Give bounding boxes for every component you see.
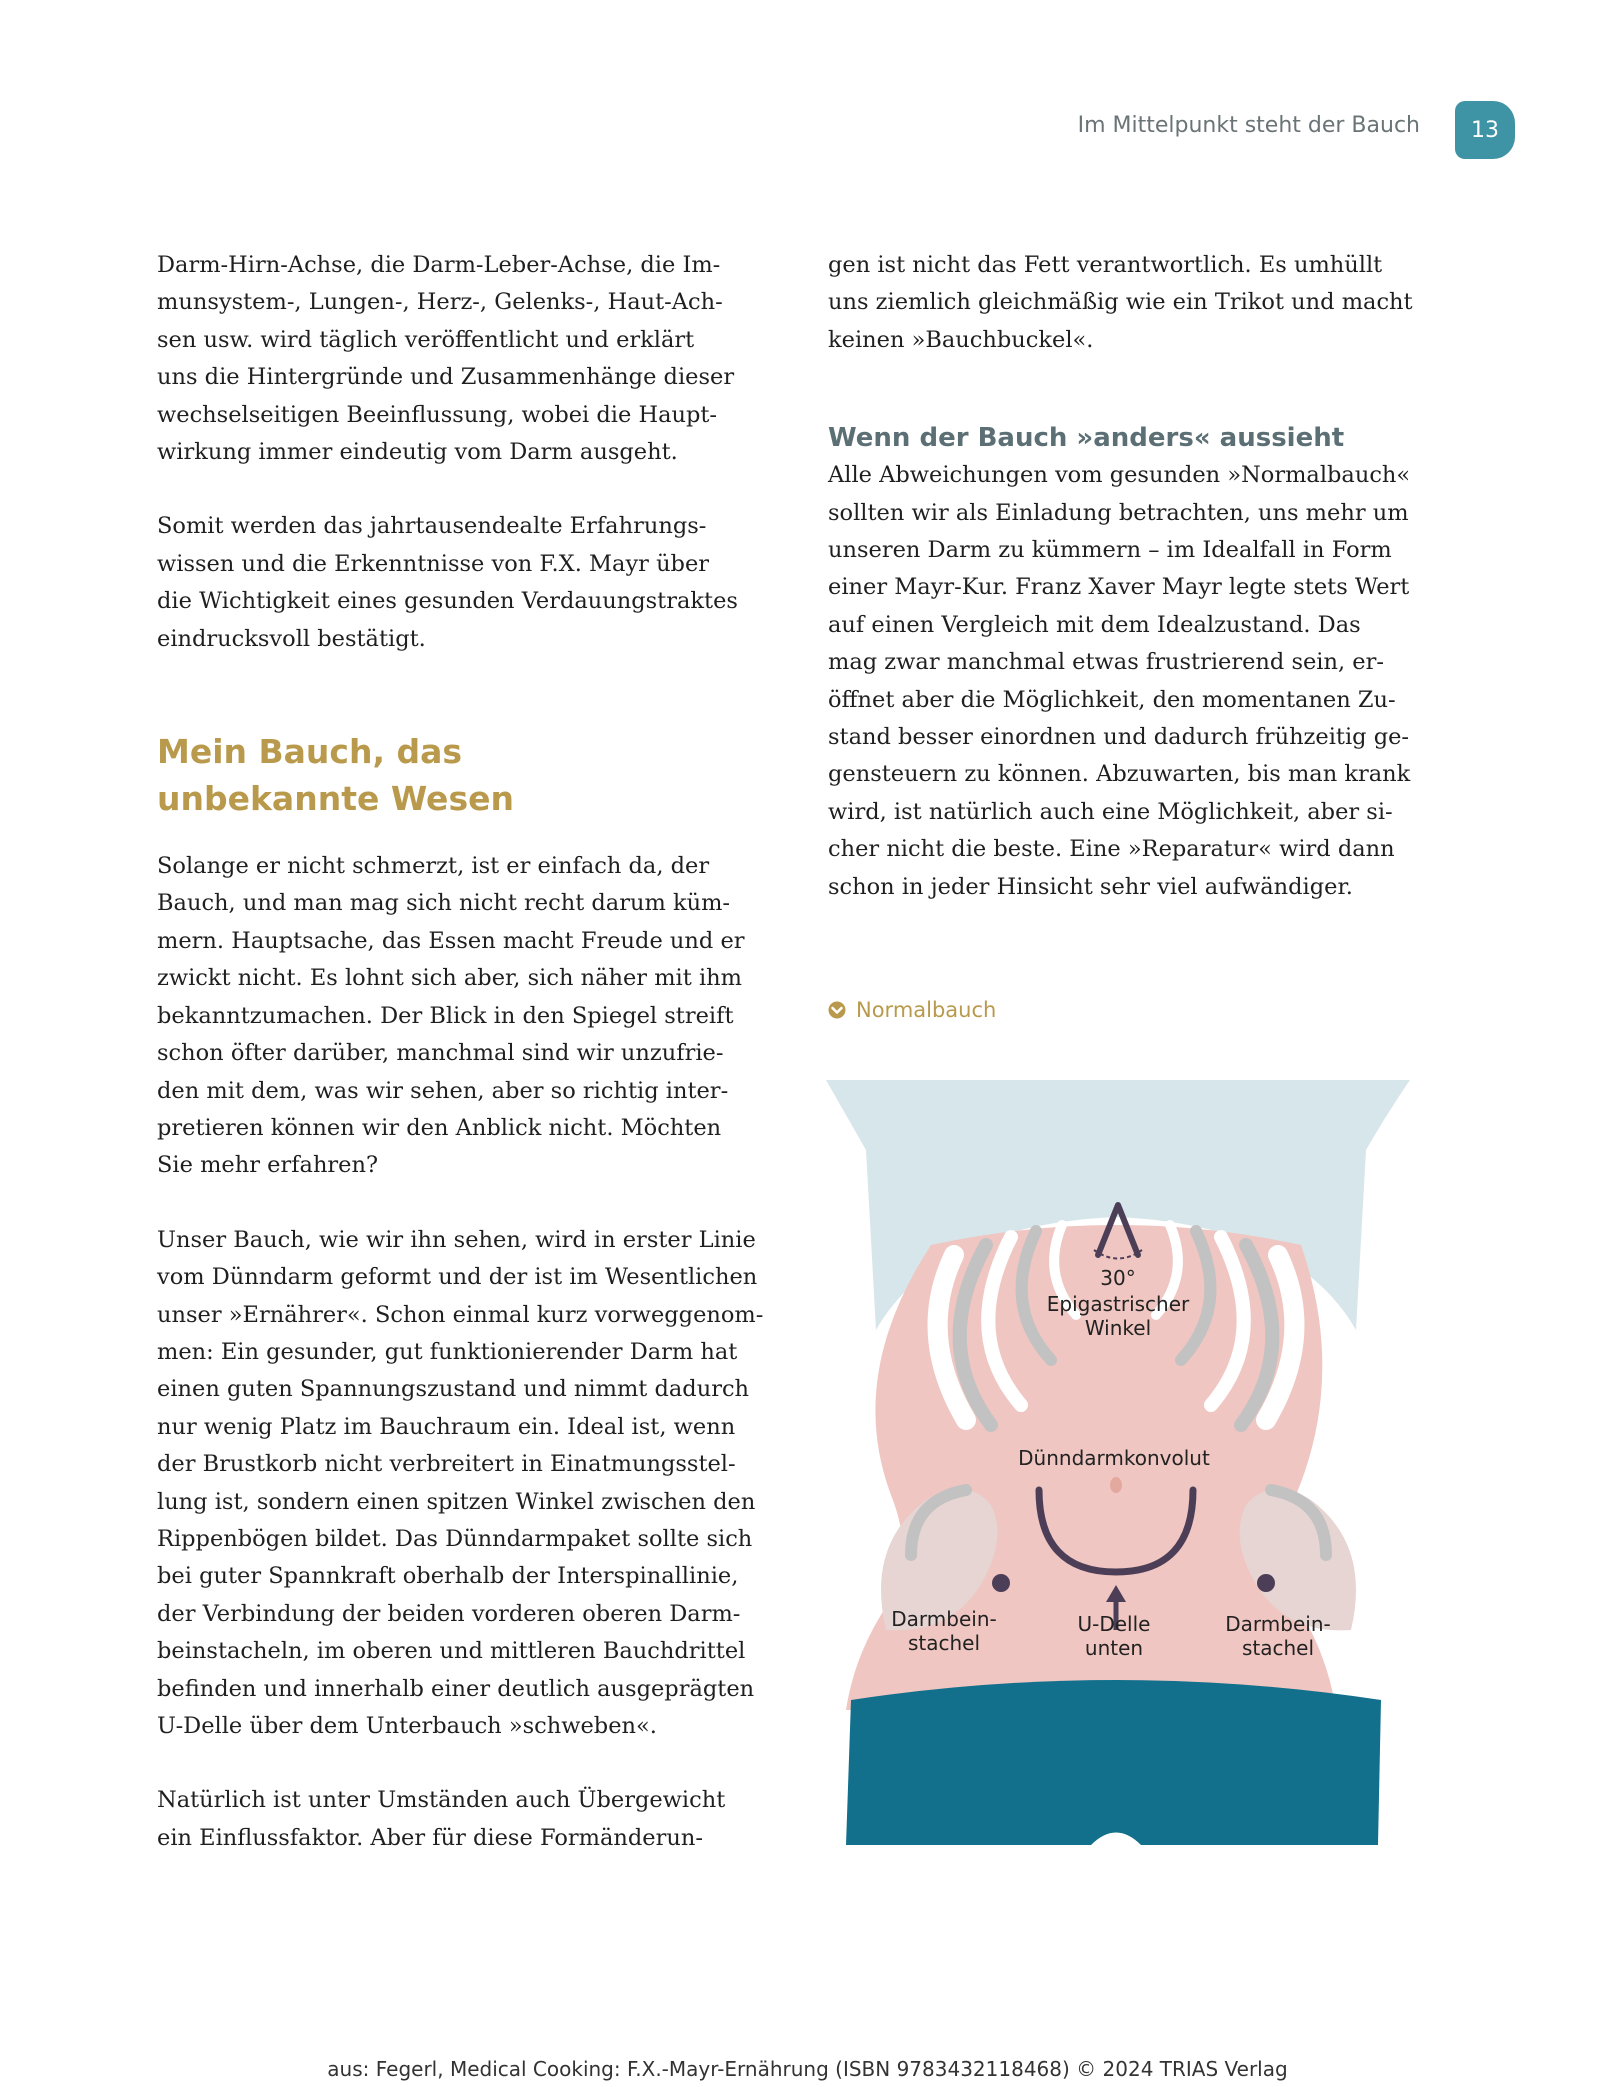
text-line: gensteuern zu können. Abzuwarten, bis man krank (828, 761, 1411, 788)
text-line: munsystem-, Lungen-, Herz-, Gelenks-, Haut-Ach- (157, 289, 723, 316)
text-line: unser »Ernährer«. Schon einmal kurz vorweggenom- (157, 1301, 764, 1328)
text-line: mag zwar manchmal etwas frustrierend sein, er- (828, 649, 1384, 676)
text-line: Rippenbögen bildet. Das Dünndarmpaket sollte sich (157, 1525, 753, 1552)
text-line: der Verbindung der beiden vorderen oberen Darm- (157, 1600, 741, 1627)
text-line: die Wichtigkeit eines gesunden Verdauungstraktes (157, 588, 738, 615)
text-line: men: Ein gesunder, gut funktionierender Darm hat (157, 1338, 738, 1365)
u-delle-label: U-Delle (1077, 1612, 1151, 1636)
paragraph (157, 508, 757, 658)
text-line: einen guten Spannungszustand und nimmt dadurch (157, 1376, 750, 1403)
text-line: beinstacheln, im oberen und mittleren Bauchdrittel (157, 1638, 746, 1665)
text-line: öffnet aber die Möglichkeit, den momentanen Zu- (828, 686, 1396, 713)
text-line: Sie mehr erfahren? (157, 1152, 379, 1179)
left-column (157, 247, 764, 1857)
iliac-spine-left-label: stachel (907, 1631, 981, 1655)
text-line: ein Einflussfaktor. Aber für diese Formänderun- (157, 1824, 703, 1851)
text-line: uns ziemlich gleichmäßig wie ein Trikot und macht (828, 289, 1413, 316)
iliac-spine-right-label: Darmbein- (1225, 1612, 1331, 1636)
abdomen-illustration (826, 1075, 1412, 1845)
iliac-spine-left-label: Darmbein- (891, 1607, 997, 1631)
text-line: sen usw. wird täglich veröffentlicht und erklärt (157, 326, 695, 353)
text-line: keinen »Bauchbuckel«. (828, 326, 1094, 353)
text-line: stand besser einordnen und dadurch frühzeitig ge- (828, 724, 1410, 751)
text-line: zwickt nicht. Es lohnt sich aber, sich näher mit ihm (157, 965, 742, 992)
text-line: cher nicht die beste. Eine »Reparatur« wird dann (828, 836, 1395, 863)
iliac-spine-right-dot (1257, 1574, 1275, 1592)
running-header: Im Mittelpunkt steht der Bauch (1077, 113, 1420, 138)
text-line: Natürlich ist unter Umständen auch Übergewicht (157, 1787, 726, 1814)
pants (846, 1680, 1381, 1845)
chevron-down-icon (828, 1001, 846, 1019)
epigastric-label: Epigastrischer (1046, 1292, 1190, 1316)
text-line: wissen und die Erkenntnisse von F.X. Mayr über (157, 550, 710, 577)
text-line: bekanntzumachen. Der Blick in den Spiegel streift (157, 1002, 734, 1029)
text-line: nur wenig Platz im Bauchraum ein. Ideal ist, wenn (157, 1413, 736, 1440)
iliac-spine-left-dot (992, 1574, 1010, 1592)
text-line: eindrucksvoll bestätigt. (157, 625, 426, 652)
text-line: wechselseitigen Beeinflussung, wobei die Haupt- (157, 401, 718, 428)
text-line: den mit dem, was wir sehen, aber so richtig inter- (157, 1077, 729, 1104)
right-column (828, 247, 1428, 906)
epigastric-label: Winkel (1084, 1316, 1152, 1340)
text-line: mern. Hauptsache, das Essen macht Freude und er (157, 927, 745, 954)
caption-text: Normalbauch (856, 998, 997, 1022)
paragraph (157, 247, 757, 471)
text-line: wirkung immer eindeutig vom Darm ausgeht. (157, 439, 678, 466)
subheading: Wenn der Bauch »anders« aussieht (828, 423, 1345, 454)
text-line: der Brustkorb nicht verbreitert in Einatmungsstel- (157, 1451, 736, 1478)
u-delle-label: unten (1084, 1636, 1144, 1660)
text-line: Bauch, und man mag sich nicht recht darum küm- (157, 890, 731, 917)
section-heading (157, 728, 757, 822)
text-line: U-Delle über dem Unterbauch »schweben«. (157, 1713, 657, 1739)
page-number-badge: 13 (1455, 101, 1515, 159)
text-line: einer Mayr-Kur. Franz Xaver Mayr legte stets Wert (828, 574, 1410, 601)
text-line: Darm-Hirn-Achse, die Darm-Leber-Achse, die Im- (157, 252, 721, 278)
paragraph (157, 1222, 764, 1746)
text-line: auf einen Vergleich mit dem Idealzustand. Das (828, 611, 1361, 638)
text-line: Somit werden das jahrtausendealte Erfahrungs- (157, 513, 707, 540)
text-line: schon öfter darüber, manchmal sind wir unzufrie- (157, 1040, 724, 1067)
angle-label: 30° (1100, 1266, 1136, 1290)
text-line: unbekannte Wesen (157, 779, 514, 819)
text-line: schon in jeder Hinsicht sehr viel aufwändiger. (828, 873, 1353, 900)
iliac-spine-right-label: stachel (1241, 1636, 1315, 1660)
text-line: lung ist, sondern einen spitzen Winkel zwischen den (157, 1488, 756, 1515)
paragraph (828, 457, 1428, 906)
paragraph (828, 247, 1428, 359)
paragraph (157, 848, 757, 1185)
text-line: pretieren können wir den Anblick nicht. Möchten (157, 1114, 722, 1141)
figure-caption (828, 998, 996, 1022)
paragraph (157, 1782, 757, 1857)
text-line: Solange er nicht schmerzt, ist er einfach da, der (157, 853, 710, 880)
text-line: Unser Bauch, wie wir ihn sehen, wird in erster Linie (157, 1226, 756, 1253)
text-line: befinden und innerhalb einer deutlich ausgeprägten (157, 1675, 755, 1702)
text-line: uns die Hintergründe und Zusammenhänge dieser (157, 364, 735, 391)
small-intestine-label: Dünndarmkonvolut (1018, 1446, 1210, 1470)
text-line: wird, ist natürlich auch eine Möglichkeit, aber si- (828, 798, 1393, 825)
text-line: sollten wir als Einladung betrachten, uns mehr um (828, 499, 1409, 526)
footer-credit: aus: Fegerl, Medical Cooking: F.X.-Mayr-Ernährung (ISBN 9783432118468) © 2024 TRIAS Verlag (327, 2057, 1288, 2081)
navel (1110, 1477, 1122, 1493)
text-line: gen ist nicht das Fett verantwortlich. Es umhüllt (828, 252, 1383, 278)
text-line: vom Dünndarm geformt und der ist im Wesentlichen (157, 1264, 758, 1291)
text-line: Mein Bauch, das (157, 732, 463, 772)
text-line: bei guter Spannkraft oberhalb der Interspinallinie, (157, 1563, 739, 1590)
text-line: unseren Darm zu kümmern – im Idealfall in Form (828, 537, 1392, 564)
text-line: Alle Abweichungen vom gesunden »Normalbauch« (828, 462, 1411, 489)
